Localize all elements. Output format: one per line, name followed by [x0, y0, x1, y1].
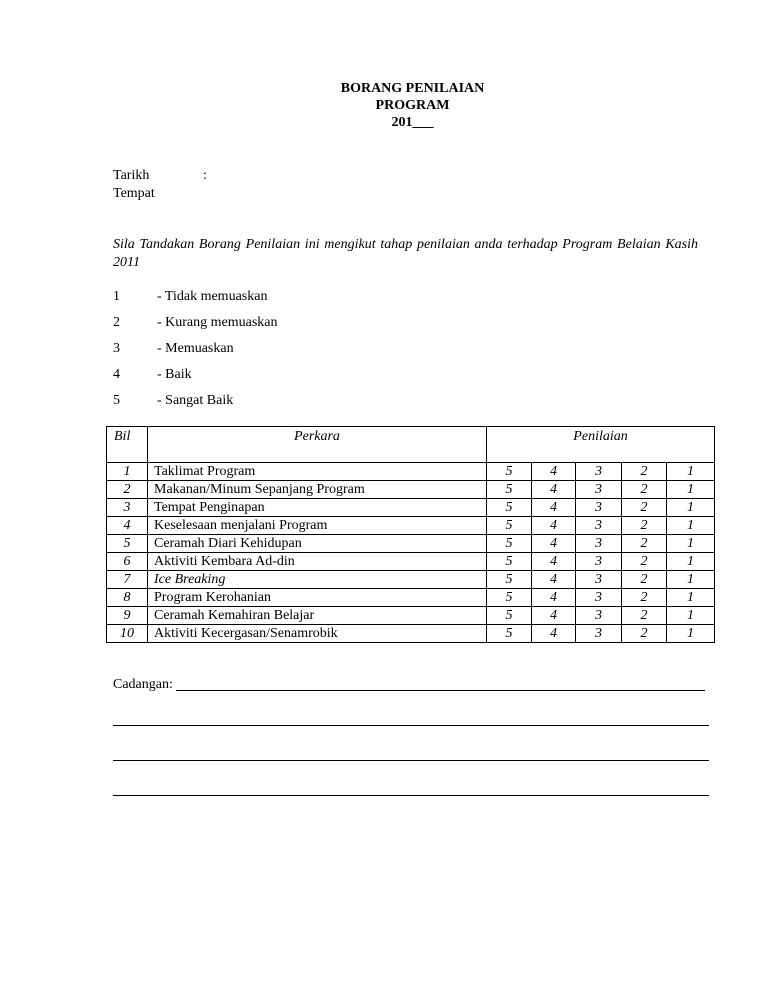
score-cell-4[interactable]: 4: [532, 535, 576, 553]
score-cell-5[interactable]: 5: [487, 625, 532, 643]
scale-number: 5: [113, 393, 120, 408]
score-cell-2[interactable]: 2: [622, 571, 667, 589]
table-row: [107, 517, 715, 535]
table-row: [107, 625, 715, 643]
row-number: 2: [107, 481, 148, 499]
score-cell-5[interactable]: 5: [487, 517, 532, 535]
row-number: 1: [107, 463, 148, 481]
score-cell-5[interactable]: 5: [487, 589, 532, 607]
tarikh-colon: :: [203, 168, 207, 183]
score-cell-4[interactable]: 4: [532, 571, 576, 589]
score-cell-3[interactable]: 3: [576, 535, 622, 553]
tarikh-label: Tarikh: [113, 168, 150, 183]
score-cell-1[interactable]: 1: [667, 553, 715, 571]
score-cell-2[interactable]: 2: [622, 517, 667, 535]
cadangan-label: Cadangan:: [113, 677, 173, 692]
score-cell-3[interactable]: 3: [576, 553, 622, 571]
score-cell-1[interactable]: 1: [667, 463, 715, 481]
score-cell-5[interactable]: 5: [487, 607, 532, 625]
row-number: 4: [107, 517, 148, 535]
tarikh-row: [113, 167, 207, 185]
score-cell-2[interactable]: 2: [622, 481, 667, 499]
row-item: Ceramah Kemahiran Belajar: [148, 607, 487, 625]
table-row: [107, 481, 715, 499]
row-number: 10: [107, 625, 148, 643]
score-cell-2[interactable]: 2: [622, 463, 667, 481]
table-row: [107, 607, 715, 625]
table-header-row: [107, 427, 715, 463]
cadangan-line-3[interactable]: [113, 760, 709, 761]
score-cell-3[interactable]: 3: [576, 589, 622, 607]
score-cell-1[interactable]: 1: [667, 607, 715, 625]
row-item: Ceramah Diari Kehidupan: [148, 535, 487, 553]
scale-number: 3: [113, 341, 120, 356]
score-cell-1[interactable]: 1: [667, 589, 715, 607]
score-cell-2[interactable]: 2: [622, 625, 667, 643]
row-item: Keselesaan menjalani Program: [148, 517, 487, 535]
score-cell-2[interactable]: 2: [622, 589, 667, 607]
scale-number: 1: [113, 289, 120, 304]
table-row: [107, 535, 715, 553]
title-line-3: 201___: [391, 115, 434, 130]
score-cell-1[interactable]: 1: [667, 481, 715, 499]
evaluation-table: [106, 426, 715, 643]
row-number: 8: [107, 589, 148, 607]
score-cell-3[interactable]: 3: [576, 499, 622, 517]
title-line-2: PROGRAM: [375, 98, 450, 113]
row-item: Makanan/Minum Sepanjang Program: [148, 481, 487, 499]
row-item: Ice Breaking: [148, 571, 487, 589]
row-number: 9: [107, 607, 148, 625]
table-body: [107, 463, 715, 643]
score-cell-4[interactable]: 4: [532, 463, 576, 481]
score-cell-5[interactable]: 5: [487, 481, 532, 499]
table-row: [107, 589, 715, 607]
title-line-1: BORANG PENILAIAN: [340, 81, 485, 96]
score-cell-2[interactable]: 2: [622, 607, 667, 625]
row-item: Aktiviti Kembara Ad-din: [148, 553, 487, 571]
cadangan-line-4[interactable]: [113, 795, 709, 796]
score-cell-1[interactable]: 1: [667, 499, 715, 517]
score-cell-4[interactable]: 4: [532, 481, 576, 499]
header-perkara: Perkara: [148, 427, 487, 463]
score-cell-1[interactable]: 1: [667, 571, 715, 589]
score-cell-1[interactable]: 1: [667, 625, 715, 643]
cadangan-line-2[interactable]: [113, 725, 709, 726]
score-cell-3[interactable]: 3: [576, 463, 622, 481]
score-cell-5[interactable]: 5: [487, 499, 532, 517]
score-cell-5[interactable]: 5: [487, 553, 532, 571]
cadangan-row: [113, 676, 173, 694]
score-cell-3[interactable]: 3: [576, 517, 622, 535]
score-cell-5[interactable]: 5: [487, 571, 532, 589]
score-cell-4[interactable]: 4: [532, 553, 576, 571]
row-item: Tempat Penginapan: [148, 499, 487, 517]
scale-description: - Baik: [157, 367, 192, 382]
row-number: 3: [107, 499, 148, 517]
score-cell-4[interactable]: 4: [532, 625, 576, 643]
scale-number: 2: [113, 315, 120, 330]
row-item: Taklimat Program: [148, 463, 487, 481]
form-title: [0, 80, 768, 131]
scale-description: - Memuaskan: [157, 341, 234, 356]
row-item: Program Kerohanian: [148, 589, 487, 607]
table-row: [107, 499, 715, 517]
row-number: 5: [107, 535, 148, 553]
score-cell-2[interactable]: 2: [622, 535, 667, 553]
table-row: [107, 553, 715, 571]
row-number: 6: [107, 553, 148, 571]
score-cell-3[interactable]: 3: [576, 481, 622, 499]
score-cell-2[interactable]: 2: [622, 553, 667, 571]
scale-description: - Tidak memuaskan: [157, 289, 268, 304]
score-cell-3[interactable]: 3: [576, 607, 622, 625]
row-item: Aktiviti Kecergasan/Senamrobik: [148, 625, 487, 643]
header-bil: Bil: [107, 427, 148, 463]
score-cell-5[interactable]: 5: [487, 535, 532, 553]
cadangan-line-1[interactable]: [176, 690, 705, 691]
score-cell-1[interactable]: 1: [667, 517, 715, 535]
row-number: 7: [107, 571, 148, 589]
score-cell-1[interactable]: 1: [667, 535, 715, 553]
table-row: [107, 571, 715, 589]
tempat-row: [113, 185, 155, 203]
score-cell-4[interactable]: 4: [532, 589, 576, 607]
score-cell-3[interactable]: 3: [576, 571, 622, 589]
score-cell-3[interactable]: 3: [576, 625, 622, 643]
tempat-label: Tempat: [113, 186, 155, 201]
score-cell-5[interactable]: 5: [487, 463, 532, 481]
score-cell-4[interactable]: 4: [532, 607, 576, 625]
scale-description: - Sangat Baik: [157, 393, 234, 408]
table-row: [107, 463, 715, 481]
instruction-text: Sila Tandakan Borang Penilaian ini mengikut tahap penilaian anda terhadap Program Belaian Kasih 2011: [113, 237, 698, 270]
score-cell-4[interactable]: 4: [532, 499, 576, 517]
score-cell-2[interactable]: 2: [622, 499, 667, 517]
scale-description: - Kurang memuaskan: [157, 315, 278, 330]
score-cell-4[interactable]: 4: [532, 517, 576, 535]
scale-number: 4: [113, 367, 120, 382]
header-penilaian: Penilaian: [487, 427, 715, 463]
